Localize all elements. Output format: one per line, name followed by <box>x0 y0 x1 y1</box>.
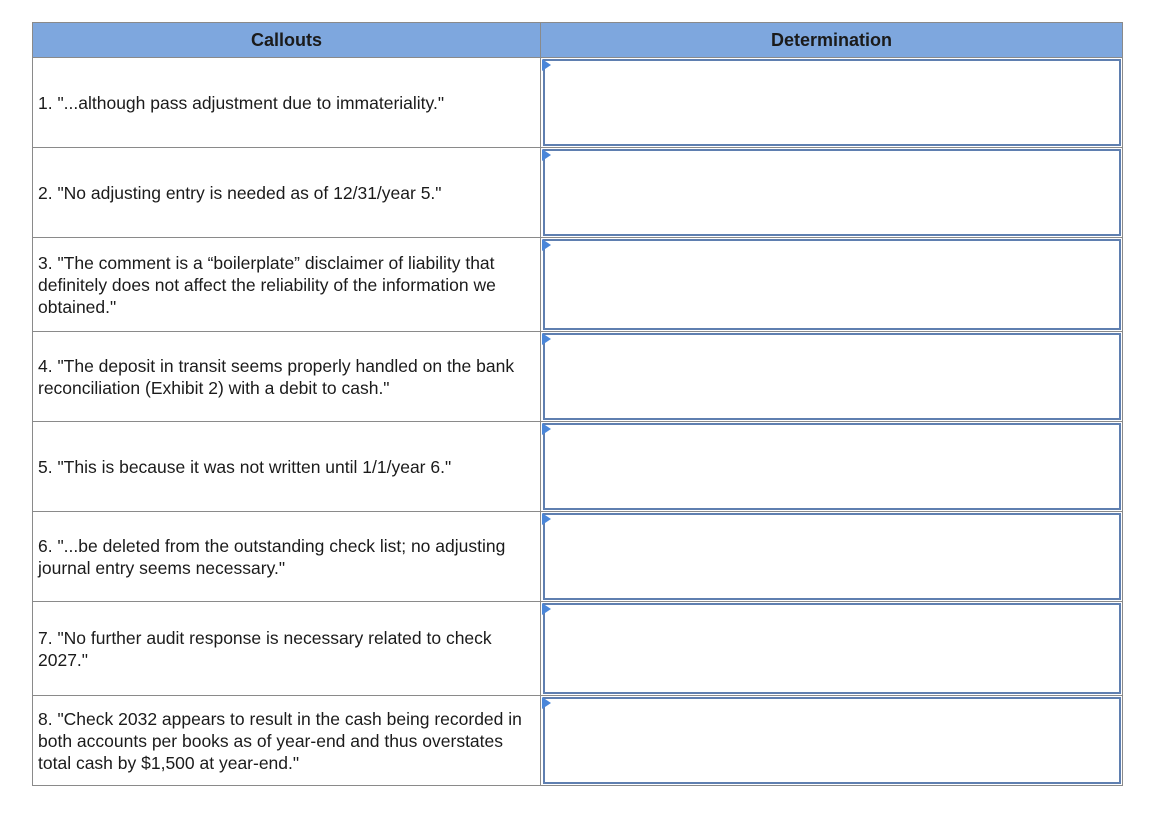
determination-dropdown[interactable] <box>543 423 1121 510</box>
triangle-right-icon[interactable] <box>542 149 551 161</box>
header-determination: Determination <box>541 23 1123 58</box>
triangle-right-icon[interactable] <box>542 239 551 251</box>
table-row <box>33 238 1123 332</box>
table-row <box>33 602 1123 696</box>
determination-cell <box>541 696 1123 786</box>
triangle-right-icon[interactable] <box>542 333 551 345</box>
table-row <box>33 512 1123 602</box>
determination-dropdown[interactable] <box>543 603 1121 694</box>
determination-dropdown[interactable] <box>543 59 1121 146</box>
table-row <box>33 58 1123 148</box>
callout-text: 8. "Check 2032 appears to result in the cash being recorded in both accounts per books as of year-end and thus overstates total cash by $1,500 at year-end." <box>33 696 541 786</box>
callout-text: 3. "The comment is a “boilerplate” disclaimer of liability that definitely does not affect the reliability of the information we obtained." <box>33 238 541 332</box>
callout-text: 7. "No further audit response is necessary related to check 2027." <box>33 602 541 696</box>
callout-text: 1. "...although pass adjustment due to immateriality." <box>33 58 541 148</box>
triangle-right-icon[interactable] <box>542 697 551 709</box>
triangle-right-icon[interactable] <box>542 423 551 435</box>
determination-cell <box>541 58 1123 148</box>
triangle-right-icon[interactable] <box>542 603 551 615</box>
triangle-right-icon[interactable] <box>542 513 551 525</box>
determination-dropdown[interactable] <box>543 239 1121 330</box>
determination-cell <box>541 148 1123 238</box>
determination-cell <box>541 602 1123 696</box>
triangle-right-icon[interactable] <box>542 59 551 71</box>
determination-cell <box>541 332 1123 422</box>
table-row <box>33 696 1123 786</box>
determination-dropdown[interactable] <box>543 333 1121 420</box>
table-row <box>33 422 1123 512</box>
callouts-determination-table <box>32 22 1123 786</box>
callout-text: 6. "...be deleted from the outstanding check list; no adjusting journal entry seems necessary." <box>33 512 541 602</box>
callout-text: 4. "The deposit in transit seems properly handled on the bank reconciliation (Exhibit 2) with a debit to cash." <box>33 332 541 422</box>
callout-text: 2. "No adjusting entry is needed as of 12/31/year 5." <box>33 148 541 238</box>
determination-cell <box>541 422 1123 512</box>
determination-cell <box>541 238 1123 332</box>
table-row <box>33 148 1123 238</box>
determination-dropdown[interactable] <box>543 697 1121 784</box>
determination-cell <box>541 512 1123 602</box>
determination-dropdown[interactable] <box>543 149 1121 236</box>
determination-dropdown[interactable] <box>543 513 1121 600</box>
callout-text: 5. "This is because it was not written until 1/1/year 6." <box>33 422 541 512</box>
header-row <box>33 23 1123 58</box>
table-row <box>33 332 1123 422</box>
header-callouts: Callouts <box>33 23 541 58</box>
